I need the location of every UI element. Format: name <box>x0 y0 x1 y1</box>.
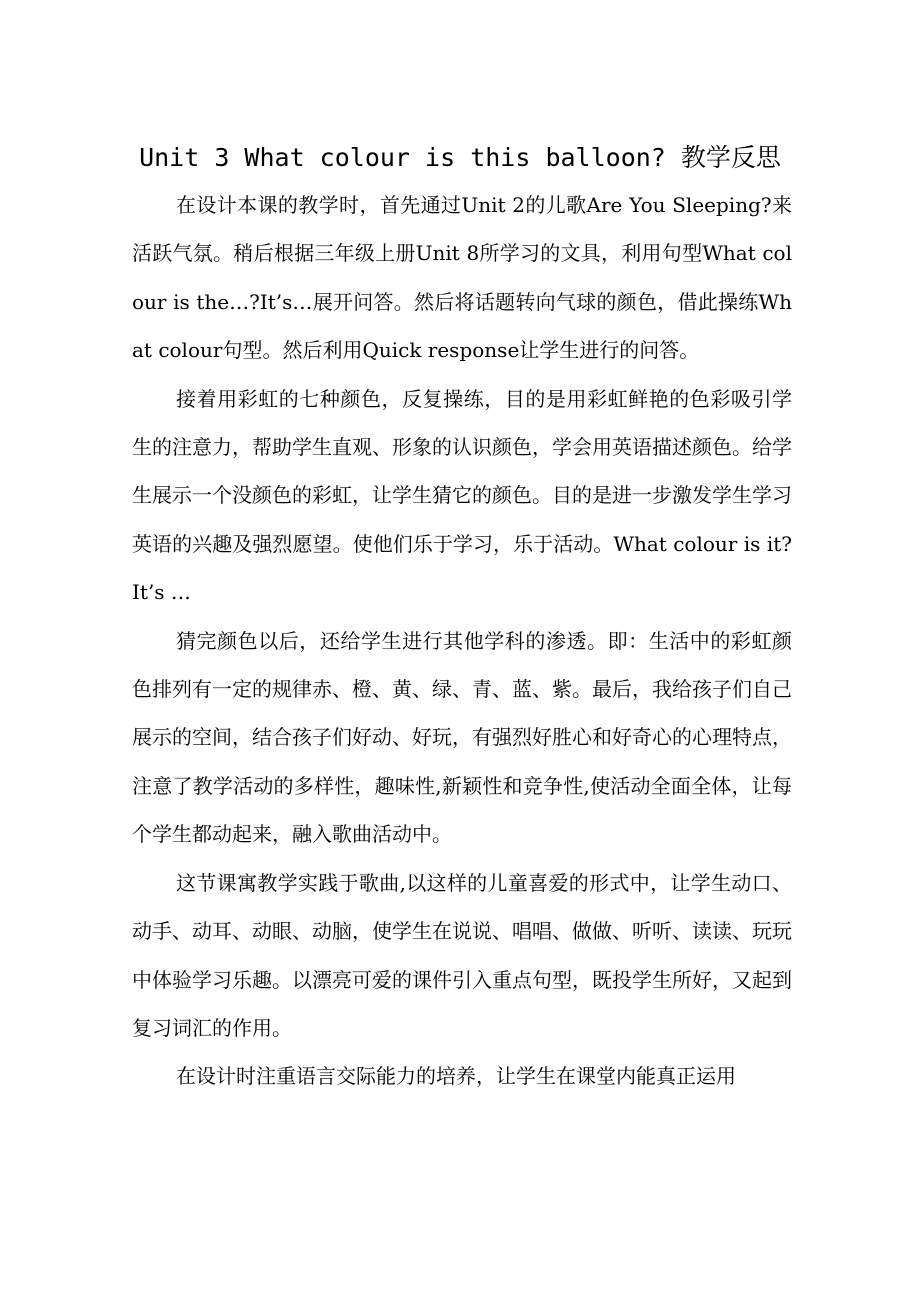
paragraph-3: 猜完颜色以后，还给学生进行其他学科的渗透。即：生活中的彩虹颜色排列有一定的规律赤、橙、黄、绿、青、蓝、紫。最后，我给孩子们自己展示的空间，结合孩子们好动、好玩，有强烈好胜心和好奇心的心理特点，注意了教学活动的多样性，趣味性,新颖性和竞争性,使活动全面全体，让每个学生都动起来，融入歌曲活动中。 <box>132 628 792 847</box>
paragraph-4: 这节课寓教学实践于歌曲,以这样的儿童喜爱的形式中，让学生动口、动手、动耳、动眼、动脑，使学生在说说、唱唱、做做、听听、读读、玩玩中体验学习乐趣。以漂亮可爱的课件引入重点句型，既投学生所好，又起到复习词汇的作用。 <box>132 870 792 1040</box>
document-title: Unit 3 What colour is this balloon? 教学反思 <box>139 143 781 172</box>
paragraph-5: 在设计时注重语言交际能力的培养，让学生在课堂内能真正运用 <box>176 1064 736 1089</box>
paragraph-2: 接着用彩虹的七种颜色，反复操练，目的是用彩虹鲜艳的色彩吸引学生的注意力，帮助学生直观、形象的认识颜色，学会用英语描述颜色。给学生展示一个没颜色的彩虹，让学生猜它的颜色。目的是进一步激发学生学习英语的兴趣及强烈愿望。使他们乐于学习，乐于活动。What colour is it? It’s … <box>132 386 792 605</box>
document-body <box>132 181 792 1101</box>
paragraph-1: 在设计本课的教学时，首先通过Unit 2的儿歌Are You Sleeping?来活跃气氛。稍后根据三年级上册Unit 8所学习的文具，利用句型What colour is the…?It’s…展开问答。然后将话题转向气球的颜色，借此操练What colour句型。然后利用Quick response让学生进行的问答。 <box>132 193 792 363</box>
